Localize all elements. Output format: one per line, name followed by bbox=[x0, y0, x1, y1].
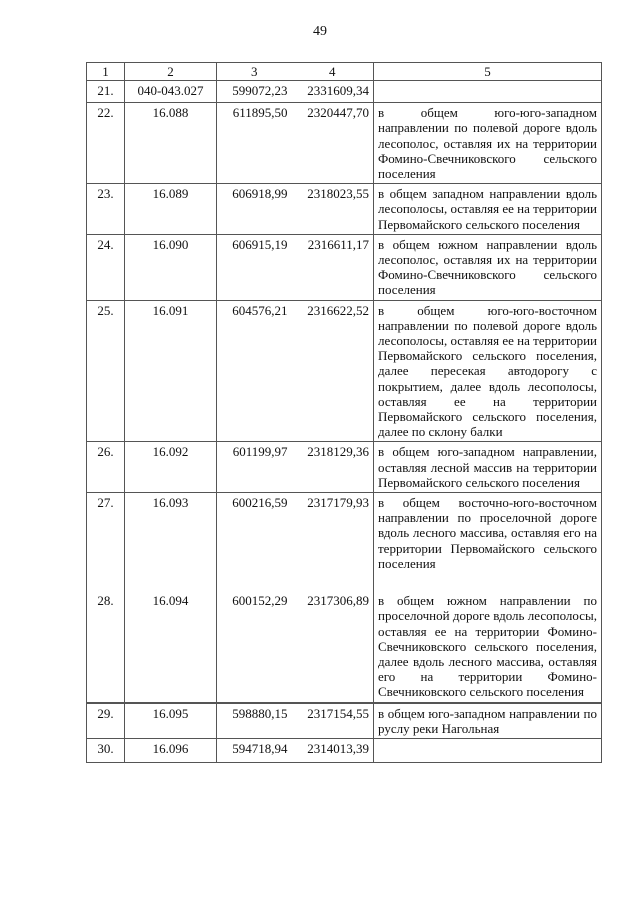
coord-y: 2318023,55 bbox=[292, 184, 374, 235]
coord-y: 2331609,34 bbox=[292, 81, 374, 103]
coord-x: 599072,23 bbox=[217, 81, 292, 103]
route-description bbox=[374, 81, 602, 103]
coord-y: 2316611,17 bbox=[292, 234, 374, 300]
coord-x: 600216,59 bbox=[217, 493, 292, 574]
row-number: 26. bbox=[87, 442, 125, 493]
coord-x: 606918,99 bbox=[217, 184, 292, 235]
table-row bbox=[87, 493, 602, 574]
point-id: 16.089 bbox=[125, 184, 217, 235]
coord-x: 601199,97 bbox=[217, 442, 292, 493]
table-row bbox=[87, 442, 602, 493]
table-row bbox=[87, 81, 602, 103]
coord-y: 2320447,70 bbox=[292, 103, 374, 184]
row-number: 21. bbox=[87, 81, 125, 103]
row-number: 29. bbox=[87, 703, 125, 739]
page-number: 49 bbox=[313, 24, 327, 39]
coord-x: 604576,21 bbox=[217, 300, 292, 442]
route-description: в общем юго-западном направлении по руслу реки Нагольная bbox=[374, 703, 602, 739]
route-description bbox=[374, 738, 602, 762]
table-row bbox=[87, 184, 602, 235]
point-id: 16.095 bbox=[125, 703, 217, 739]
header-cell-5: 5 bbox=[374, 63, 602, 81]
coord-y: 2316622,52 bbox=[292, 300, 374, 442]
table-row bbox=[87, 103, 602, 184]
point-id: 16.094 bbox=[125, 573, 217, 702]
coordinates-table bbox=[86, 62, 602, 763]
header-cell-4: 4 bbox=[292, 63, 374, 81]
route-description: в общем западном направлении вдоль лесополосы, оставляя ее на территории Первомайского сельского поселения bbox=[374, 184, 602, 235]
point-id: 16.088 bbox=[125, 103, 217, 184]
table-header-row bbox=[87, 63, 602, 81]
row-number: 25. bbox=[87, 300, 125, 442]
coord-y: 2317179,93 bbox=[292, 493, 374, 574]
route-description: в общем юго-западном направлении, оставляя лесной массив на территории Первомайского сельского поселения bbox=[374, 442, 602, 493]
row-number: 28. bbox=[87, 573, 125, 702]
point-id: 16.091 bbox=[125, 300, 217, 442]
point-id: 16.096 bbox=[125, 738, 217, 762]
point-id: 16.092 bbox=[125, 442, 217, 493]
table-row bbox=[87, 738, 602, 762]
row-number: 30. bbox=[87, 738, 125, 762]
route-description: в общем южном направлении вдоль лесополос, оставляя их на территории Фомино-Свечниковского сельского поселения bbox=[374, 234, 602, 300]
coord-x: 600152,29 bbox=[217, 573, 292, 702]
row-number: 22. bbox=[87, 103, 125, 184]
route-description: в общем юго-юго-восточном направлении по полевой дороге вдоль лесополосы, оставляя ее на территории Первомайского сельского поселения, далее пересекая автодорогу с покрытием, далее вдоль лесополосы, оставляя ее на территории Первомайского сельского поселения, далее по склону балки bbox=[374, 300, 602, 442]
point-id: 040-043.027 bbox=[125, 81, 217, 103]
coord-x: 594718,94 bbox=[217, 738, 292, 762]
coord-y: 2317306,89 bbox=[292, 573, 374, 702]
coord-x: 598880,15 bbox=[217, 703, 292, 739]
table-row bbox=[87, 703, 602, 739]
route-description: в общем южном направлении по проселочной дороге вдоль лесополосы, оставляя ее на территории Фомино-Свечниковского сельского поселения, далее вдоль лесного массива, оставляя его на территории Фомино-Свечниковского сельского поселения bbox=[374, 573, 602, 702]
table-row bbox=[87, 573, 602, 702]
table-row bbox=[87, 234, 602, 300]
coord-x: 606915,19 bbox=[217, 234, 292, 300]
row-number: 27. bbox=[87, 493, 125, 574]
row-number: 24. bbox=[87, 234, 125, 300]
header-cell-3: 3 bbox=[217, 63, 292, 81]
coord-y: 2318129,36 bbox=[292, 442, 374, 493]
header-cell-2: 2 bbox=[125, 63, 217, 81]
route-description: в общем юго-юго-западном направлении по полевой дороге вдоль лесополос, оставляя их на территории Фомино-Свечниковского сельского поселения bbox=[374, 103, 602, 184]
coord-y: 2317154,55 bbox=[292, 703, 374, 739]
table-row bbox=[87, 300, 602, 442]
point-id: 16.090 bbox=[125, 234, 217, 300]
header-cell-1: 1 bbox=[87, 63, 125, 81]
coord-y: 2314013,39 bbox=[292, 738, 374, 762]
route-description: в общем восточно-юго-восточном направлении по проселочной дороге вдоль лесного массива, оставляя его на территории Первомайского сельского поселения bbox=[374, 493, 602, 574]
point-id: 16.093 bbox=[125, 493, 217, 574]
row-number: 23. bbox=[87, 184, 125, 235]
coord-x: 611895,50 bbox=[217, 103, 292, 184]
